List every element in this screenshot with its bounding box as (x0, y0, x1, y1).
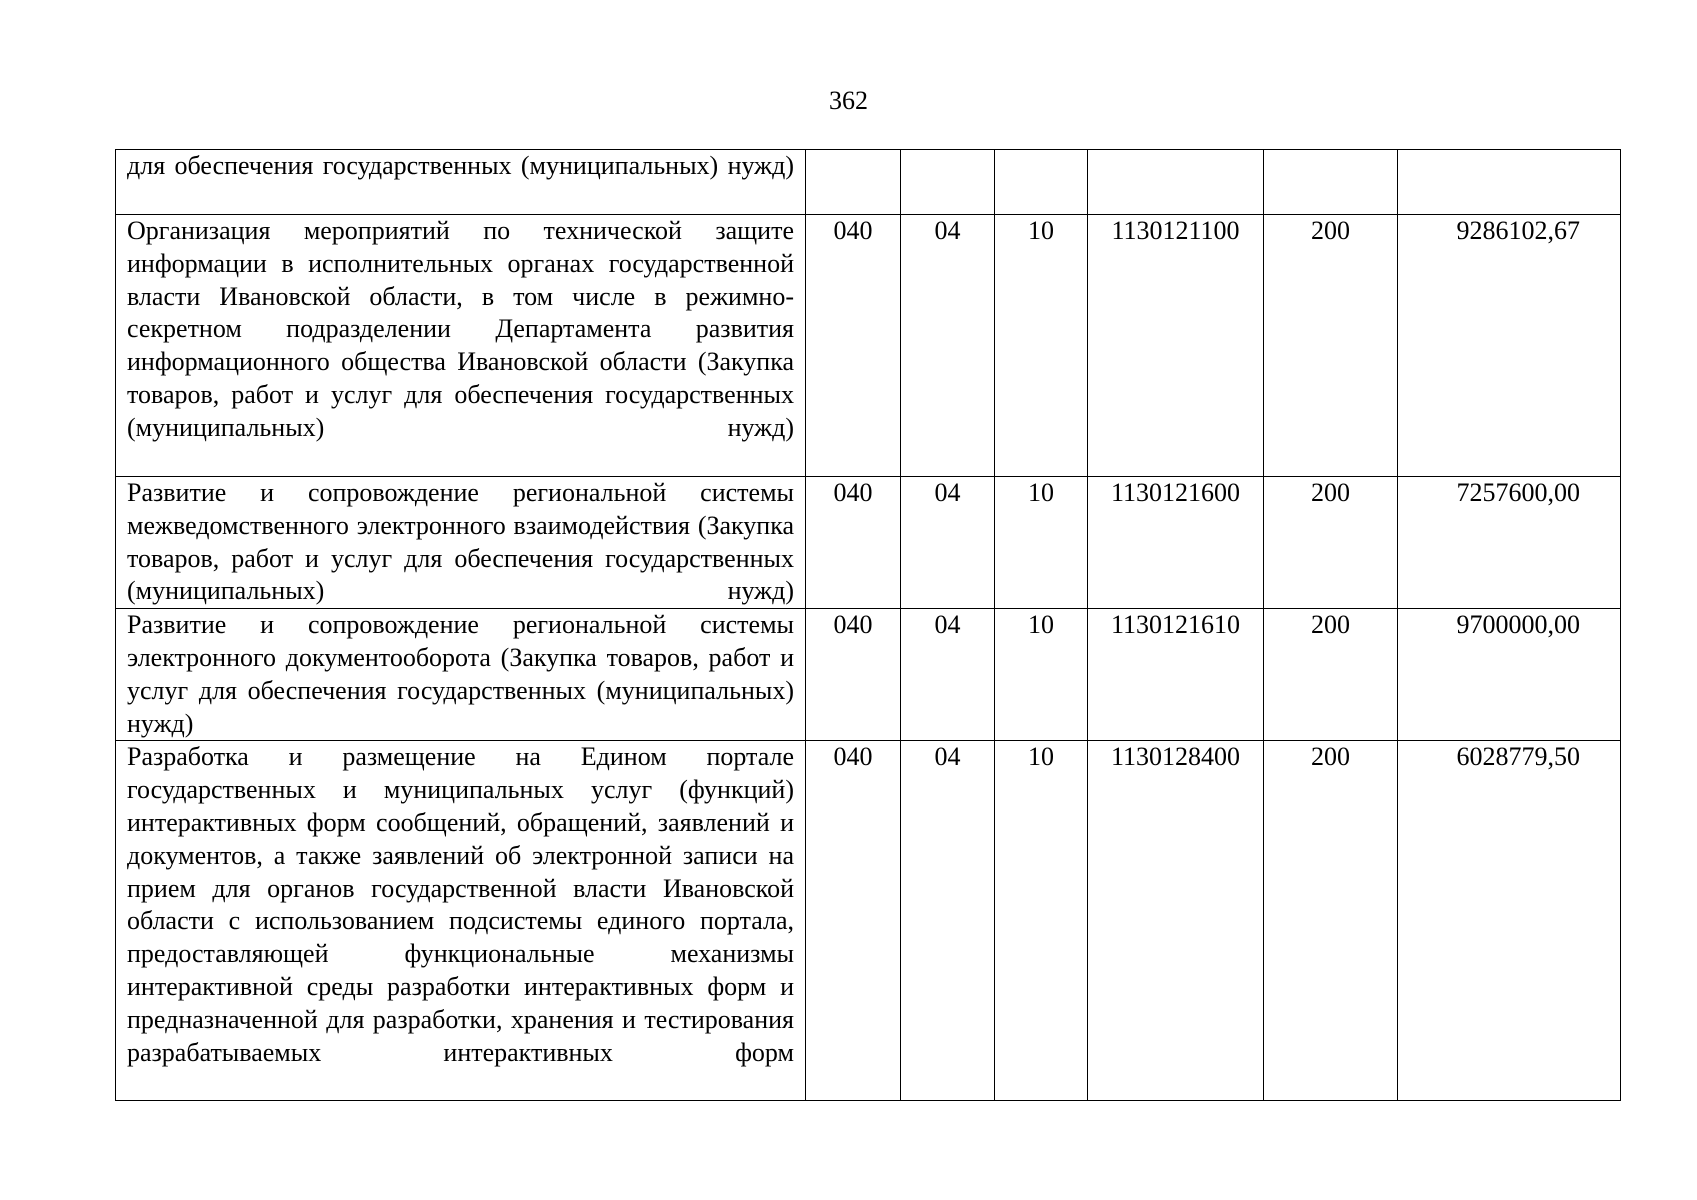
section-code: 04 (901, 215, 995, 477)
target-article-code: 1130121610 (1088, 609, 1264, 741)
row-description: Организация мероприятий по технической защите информации в исполнительных органах государственной власти Ивановской области, в том числе в режимно-секретном подразделении Департамента развития информационного общества Ивановской области (Закупка товаров, работ и услуг для обеспечения государственных (муниципальных) нужд) (116, 215, 806, 477)
ministry-code (806, 150, 901, 215)
ministry-code: 040 (806, 741, 901, 1101)
subsection-code: 10 (995, 609, 1088, 741)
target-article-code: 1130121100 (1088, 215, 1264, 477)
target-article-code: 1130121600 (1088, 477, 1264, 609)
target-article-code: 1130128400 (1088, 741, 1264, 1101)
row-description: Разработка и размещение на Едином портале государственных и муниципальных услуг (функций) интерактивных форм сообщений, обращений, заявлений и документов, а также заявлений об электронной записи на прием для органов государственной власти Ивановской области с использованием подсистемы единого портала, предоставляющей функциональные механизмы интерактивной среды разработки интерактивных форм и предназначенной для разработки, хранения и тестирования разрабатываемых интерактивных форм (116, 741, 806, 1101)
row-description: Развитие и сопровождение региональной системы межведомственного электронного взаимодействия (Закупка товаров, работ и услуг для обеспечения государственных (муниципальных) нужд) (116, 477, 806, 609)
amount-value: 9700000,00 (1398, 609, 1621, 741)
table-row (116, 477, 1621, 609)
amount-value: 9286102,67 (1398, 215, 1621, 477)
amount-value (1398, 150, 1621, 215)
subsection-code: 10 (995, 477, 1088, 609)
ministry-code: 040 (806, 215, 901, 477)
table-row (116, 150, 1621, 215)
ministry-code: 040 (806, 609, 901, 741)
expense-type-code: 200 (1264, 609, 1398, 741)
subsection-code: 10 (995, 741, 1088, 1101)
expense-type-code: 200 (1264, 215, 1398, 477)
budget-table (115, 149, 1621, 1101)
subsection-code (995, 150, 1088, 215)
ministry-code: 040 (806, 477, 901, 609)
expense-type-code (1264, 150, 1398, 215)
target-article-code (1088, 150, 1264, 215)
table-row (116, 609, 1621, 741)
table-row (116, 741, 1621, 1101)
section-code: 04 (901, 609, 995, 741)
section-code: 04 (901, 477, 995, 609)
subsection-code: 10 (995, 215, 1088, 477)
row-description: Развитие и сопровождение региональной системы электронного документооборота (Закупка товаров, работ и услуг для обеспечения государственных (муниципальных) нужд) (116, 609, 806, 741)
section-code: 04 (901, 741, 995, 1101)
expense-type-code: 200 (1264, 741, 1398, 1101)
row-description: для обеспечения государственных (муниципальных) нужд) (116, 150, 806, 215)
table-row (116, 215, 1621, 477)
page-number: 362 (829, 86, 868, 115)
expense-type-code: 200 (1264, 477, 1398, 609)
amount-value: 7257600,00 (1398, 477, 1621, 609)
amount-value: 6028779,50 (1398, 741, 1621, 1101)
section-code (901, 150, 995, 215)
